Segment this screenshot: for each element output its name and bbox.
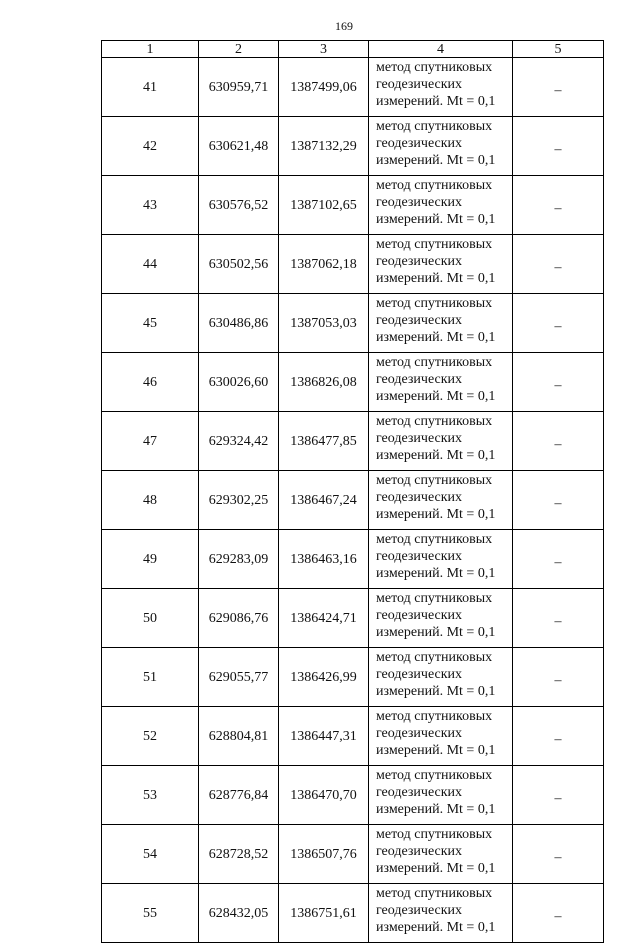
note-cell: – [513, 530, 604, 589]
method-line: геодезических [376, 490, 463, 505]
method-line: метод спутниковых [376, 827, 493, 842]
point-number-cell: 45 [102, 294, 199, 353]
method-cell [369, 353, 513, 412]
method-line: геодезических [376, 726, 463, 741]
page-number: 169 [335, 19, 353, 33]
point-number-cell: 49 [102, 530, 199, 589]
coordinate-x-cell: 629055,77 [199, 648, 279, 707]
method-line: геодезических [376, 313, 463, 328]
method-line: геодезических [376, 136, 463, 151]
point-number-cell: 44 [102, 235, 199, 294]
method-line: геодезических [376, 549, 463, 564]
coordinate-x-cell: 628432,05 [199, 884, 279, 943]
coordinate-y-cell: 1386470,70 [279, 766, 369, 825]
note-cell: – [513, 235, 604, 294]
method-line: метод спутниковых [376, 650, 493, 665]
method-line: геодезических [376, 667, 463, 682]
method-line: метод спутниковых [376, 414, 493, 429]
method-cell [369, 766, 513, 825]
method-line: измерений. Mt = 0,1 [376, 212, 496, 227]
table-row [102, 884, 604, 943]
method-cell [369, 884, 513, 943]
coordinate-y-cell: 1387102,65 [279, 176, 369, 235]
note-cell: – [513, 117, 604, 176]
coordinate-x-cell: 629086,76 [199, 589, 279, 648]
coordinate-y-cell: 1387499,06 [279, 58, 369, 117]
table-row [102, 707, 604, 766]
note-cell: – [513, 471, 604, 530]
table-row [102, 530, 604, 589]
method-line: измерений. Mt = 0,1 [376, 448, 496, 463]
method-line: геодезических [376, 844, 463, 859]
method-line: метод спутниковых [376, 768, 493, 783]
coordinate-y-cell: 1386826,08 [279, 353, 369, 412]
method-cell [369, 707, 513, 766]
method-cell [369, 530, 513, 589]
note-cell: – [513, 353, 604, 412]
table-row [102, 589, 604, 648]
method-line: геодезических [376, 903, 463, 918]
note-cell: – [513, 884, 604, 943]
coordinate-x-cell: 630502,56 [199, 235, 279, 294]
table-body [102, 41, 604, 943]
note-cell: – [513, 176, 604, 235]
table-row [102, 235, 604, 294]
coordinate-x-cell: 630576,52 [199, 176, 279, 235]
note-cell: – [513, 589, 604, 648]
method-cell [369, 176, 513, 235]
method-line: измерений. Mt = 0,1 [376, 330, 496, 345]
coordinate-x-cell: 629283,09 [199, 530, 279, 589]
table-row [102, 825, 604, 884]
method-line: геодезических [376, 195, 463, 210]
method-line: геодезических [376, 785, 463, 800]
header-cell-2: 2 [199, 41, 279, 58]
point-number-cell: 54 [102, 825, 199, 884]
coordinate-y-cell: 1387132,29 [279, 117, 369, 176]
point-number-cell: 50 [102, 589, 199, 648]
point-number-cell: 52 [102, 707, 199, 766]
header-cell-3: 3 [279, 41, 369, 58]
table-row [102, 766, 604, 825]
method-line: метод спутниковых [376, 709, 493, 724]
coordinate-y-cell: 1386751,61 [279, 884, 369, 943]
point-number-cell: 43 [102, 176, 199, 235]
coordinate-x-cell: 630026,60 [199, 353, 279, 412]
coordinate-y-cell: 1386447,31 [279, 707, 369, 766]
table-row [102, 58, 604, 117]
method-line: измерений. Mt = 0,1 [376, 802, 496, 817]
coordinate-x-cell: 628728,52 [199, 825, 279, 884]
note-cell: – [513, 294, 604, 353]
method-cell [369, 235, 513, 294]
coordinate-x-cell: 629324,42 [199, 412, 279, 471]
coordinate-x-cell: 630621,48 [199, 117, 279, 176]
table-row [102, 353, 604, 412]
method-cell [369, 589, 513, 648]
method-line: измерений. Mt = 0,1 [376, 920, 496, 935]
coordinate-x-cell: 630486,86 [199, 294, 279, 353]
method-line: метод спутниковых [376, 886, 493, 901]
method-cell [369, 471, 513, 530]
point-number-cell: 42 [102, 117, 199, 176]
note-cell: – [513, 766, 604, 825]
method-line: измерений. Mt = 0,1 [376, 684, 496, 699]
point-number-cell: 41 [102, 58, 199, 117]
method-cell [369, 412, 513, 471]
point-number-cell: 47 [102, 412, 199, 471]
header-cell-1: 1 [102, 41, 199, 58]
coordinate-y-cell: 1386467,24 [279, 471, 369, 530]
table-row [102, 117, 604, 176]
method-cell [369, 117, 513, 176]
method-line: измерений. Mt = 0,1 [376, 743, 496, 758]
coordinates-table [101, 40, 604, 943]
note-cell: – [513, 58, 604, 117]
method-line: геодезических [376, 372, 463, 387]
point-number-cell: 46 [102, 353, 199, 412]
coordinate-x-cell: 629302,25 [199, 471, 279, 530]
coordinate-y-cell: 1387053,03 [279, 294, 369, 353]
table-row [102, 176, 604, 235]
point-number-cell: 55 [102, 884, 199, 943]
method-line: измерений. Mt = 0,1 [376, 566, 496, 581]
method-line: измерений. Mt = 0,1 [376, 507, 496, 522]
point-number-cell: 53 [102, 766, 199, 825]
method-line: измерений. Mt = 0,1 [376, 625, 496, 640]
point-number-cell: 48 [102, 471, 199, 530]
note-cell: – [513, 648, 604, 707]
method-line: геодезических [376, 254, 463, 269]
method-line: метод спутниковых [376, 119, 493, 134]
method-line: измерений. Mt = 0,1 [376, 271, 496, 286]
method-line: метод спутниковых [376, 237, 493, 252]
coordinate-x-cell: 628804,81 [199, 707, 279, 766]
coordinate-y-cell: 1386507,76 [279, 825, 369, 884]
method-line: геодезических [376, 431, 463, 446]
method-line: метод спутниковых [376, 473, 493, 488]
method-line: измерений. Mt = 0,1 [376, 861, 496, 876]
method-cell [369, 58, 513, 117]
method-line: метод спутниковых [376, 296, 493, 311]
method-line: метод спутниковых [376, 532, 493, 547]
method-line: измерений. Mt = 0,1 [376, 389, 496, 404]
table-row [102, 648, 604, 707]
note-cell: – [513, 825, 604, 884]
coordinate-y-cell: 1386477,85 [279, 412, 369, 471]
note-cell: – [513, 412, 604, 471]
method-line: метод спутниковых [376, 60, 493, 75]
method-cell [369, 294, 513, 353]
header-cell-5: 5 [513, 41, 604, 58]
table-row [102, 471, 604, 530]
coordinate-x-cell: 630959,71 [199, 58, 279, 117]
header-cell-4: 4 [369, 41, 513, 58]
coordinate-y-cell: 1387062,18 [279, 235, 369, 294]
method-line: измерений. Mt = 0,1 [376, 94, 496, 109]
method-line: геодезических [376, 77, 463, 92]
table-row [102, 412, 604, 471]
method-cell [369, 825, 513, 884]
point-number-cell: 51 [102, 648, 199, 707]
coordinate-x-cell: 628776,84 [199, 766, 279, 825]
table-row [102, 294, 604, 353]
method-line: метод спутниковых [376, 591, 493, 606]
method-line: метод спутниковых [376, 355, 493, 370]
method-line: измерений. Mt = 0,1 [376, 153, 496, 168]
coordinate-y-cell: 1386426,99 [279, 648, 369, 707]
note-cell: – [513, 707, 604, 766]
method-line: геодезических [376, 608, 463, 623]
method-cell [369, 648, 513, 707]
coordinate-y-cell: 1386424,71 [279, 589, 369, 648]
method-line: метод спутниковых [376, 178, 493, 193]
table-header-row [102, 41, 604, 58]
coordinate-y-cell: 1386463,16 [279, 530, 369, 589]
